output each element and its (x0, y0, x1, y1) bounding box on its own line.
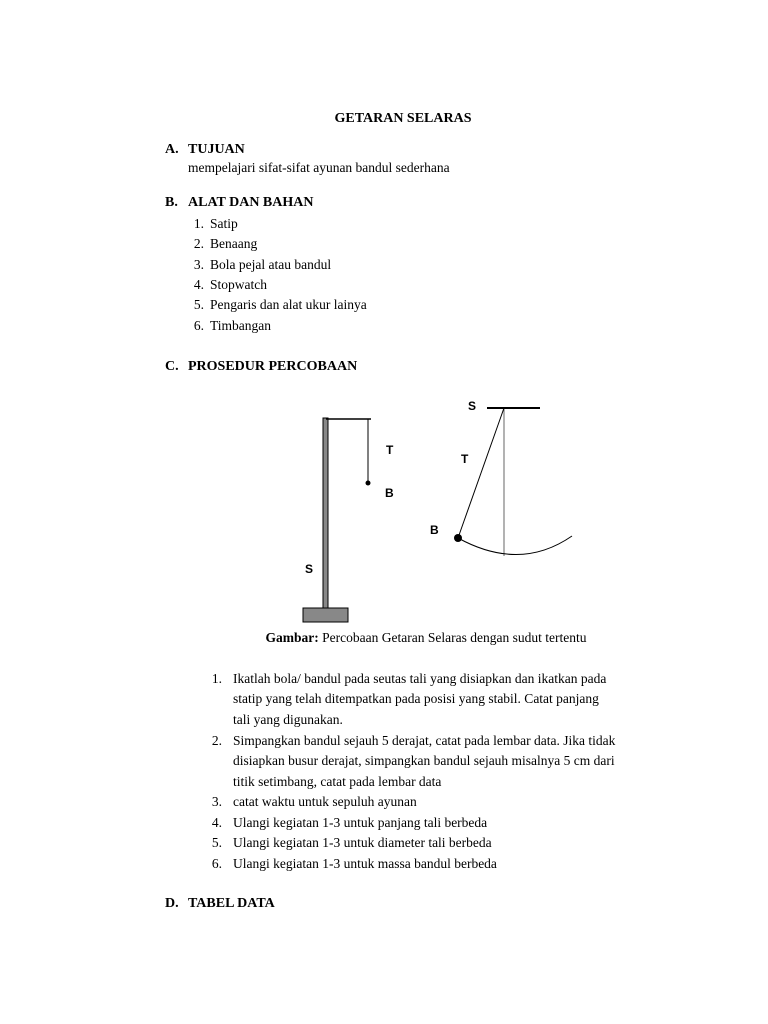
section-c-letter: C. (165, 359, 179, 374)
label-t-left: T (386, 443, 394, 457)
caption-text: Percobaan Getaran Selaras dengan sudut tertentu (322, 630, 587, 645)
pendulum-bob (366, 481, 371, 486)
step-line: Ulangi kegiatan 1-3 untuk diameter tali berbeda (233, 835, 492, 850)
step-line: Ulangi kegiatan 1-3 untuk panjang tali berbeda (233, 815, 488, 830)
list-item-number: 4. (193, 277, 204, 292)
label-b-right: B (430, 523, 439, 537)
step-number: 2. (211, 733, 222, 748)
section-d-letter: D. (165, 896, 179, 911)
list-item: Benaang (210, 236, 258, 251)
section-a-title: TUJUAN (188, 142, 245, 157)
list-item: Stopwatch (210, 277, 267, 292)
section-c-title: PROSEDUR PERCOBAAN (188, 359, 358, 374)
document-title: GETARAN SELARAS (334, 111, 472, 126)
step-line: disiapkan busur derajat, simpangkan bandul sejauh misalnya 5 cm dari (233, 753, 615, 768)
step-line: catat waktu untuk sepuluh ayunan (233, 794, 417, 809)
step-line: Ulangi kegiatan 1-3 untuk massa bandul berbeda (233, 856, 497, 871)
stand-pole (323, 418, 328, 608)
list-item: Satip (210, 216, 238, 231)
stand-base (303, 608, 348, 622)
caption-label: Gambar: (265, 630, 319, 645)
list-item-number: 2. (193, 236, 204, 251)
deflected-string (458, 408, 504, 538)
pendulum-diagram (290, 390, 590, 630)
step-line: statip yang telah ditempatkan pada posisi yang stabil. Catat panjang (233, 691, 599, 706)
label-s-right: S (468, 399, 477, 413)
deflected-bob (454, 534, 462, 542)
label-b-left: B (385, 486, 394, 500)
list-item: Timbangan (210, 318, 272, 333)
step-number: 3. (211, 794, 222, 809)
step-line: tali yang digunakan. (233, 712, 343, 727)
label-s-left: S (305, 562, 314, 576)
step-number: 6. (211, 856, 222, 871)
section-b-title: ALAT DAN BAHAN (188, 195, 314, 210)
section-a-text: mempelajari sifat-sifat ayunan bandul sederhana (188, 160, 450, 175)
swing-arc (458, 536, 572, 555)
list-item-number: 1. (193, 216, 204, 231)
list-item: Bola pejal atau bandul (210, 257, 332, 272)
step-line: titik setimbang, catat pada lembar data (233, 774, 442, 789)
section-b-letter: B. (165, 195, 178, 210)
figure-caption (0, 630, 768, 646)
section-d-title: TABEL DATA (188, 896, 275, 911)
step-line: Simpangkan bandul sejauh 5 derajat, catat pada lembar data. Jika tidak (233, 733, 616, 748)
list-item-number: 6. (193, 318, 204, 333)
step-line: Ikatlah bola/ bandul pada seutas tali yang disiapkan dan ikatkan pada (233, 671, 607, 686)
list-item-number: 5. (193, 297, 204, 312)
section-a-letter: A. (165, 142, 179, 157)
label-t-right: T (461, 452, 469, 466)
step-number: 5. (211, 835, 222, 850)
list-item: Pengaris dan alat ukur lainya (210, 297, 367, 312)
step-number: 1. (211, 671, 222, 686)
step-number: 4. (211, 815, 222, 830)
list-item-number: 3. (193, 257, 204, 272)
